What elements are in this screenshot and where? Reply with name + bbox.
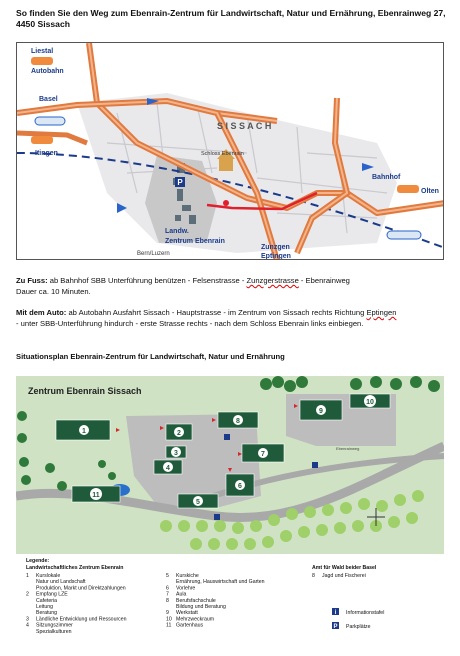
legend-item-text: Leitung <box>36 604 54 610</box>
foot-text-a: ab Bahnhof SBB Unterführung benützen - Felsenstrasse - <box>47 276 247 285</box>
legend-num: 9 <box>166 610 169 617</box>
label-autobahn: Autobahn <box>31 68 64 75</box>
legend-item-text: Spezialkulturen <box>36 628 72 635</box>
foot-duration: Dauer ca. 10 Minuten. <box>16 286 91 296</box>
car-text-b: Eptingen <box>366 308 397 317</box>
directions-car <box>16 308 452 329</box>
legend-num: 11 <box>166 622 172 629</box>
legend-num: 2 <box>26 591 29 598</box>
label-itingen: Itingen <box>35 150 58 157</box>
building-8-label: 8 <box>236 418 240 425</box>
building-3-label: 3 <box>174 450 178 457</box>
car-label: Mit dem Auto: <box>16 308 67 317</box>
label-bahnhof: Bahnhof <box>372 174 401 181</box>
road-label: Ebenrainweg <box>336 446 360 451</box>
legend-num: 3 <box>26 616 29 623</box>
legend-item-text: Empfang LZE <box>36 591 68 598</box>
legend-title: Legende: <box>26 558 50 564</box>
legend-item-text: Kurskiche <box>176 573 199 579</box>
label-basel: Basel <box>39 96 58 103</box>
location-map-graphic <box>17 43 444 260</box>
legend-item-text: Kurslokale <box>36 573 61 579</box>
info-icon: i <box>334 610 337 616</box>
legend-item-text: Aula <box>176 591 187 598</box>
label-liestal: Liestal <box>31 48 54 55</box>
label-zunzgen: Zunzgen <box>261 244 290 251</box>
page-heading: So finden Sie den Weg zum Ebenrain-Zentrum für Landwirtschaft, Natur und Ernährung, Ebenrainweg 27, 4450 Sissach <box>16 8 446 29</box>
building-10-label: 10 <box>366 399 374 406</box>
legend-item-text: Sitzungszimmer <box>36 622 73 629</box>
label-bern-luzern: Bern/Luzern <box>137 251 170 257</box>
parking-legend-icon: P <box>333 624 338 630</box>
building-4-label: 4 <box>166 465 170 472</box>
parking-label: Parkplätze <box>346 624 371 630</box>
car-text-a: ab Autobahn Ausfahrt Sissach - Hauptstrasse - im Zentrum von Sissach rechts Richtung <box>66 308 367 317</box>
legend-num: 8 <box>312 573 315 579</box>
label-eptingen: Eptingen <box>261 253 291 260</box>
building-2-label: 2 <box>177 430 181 437</box>
legend-item-text: Bildung und Beratung <box>176 604 226 610</box>
site-plan-title: Zentrum Ebenrain Sissach <box>28 386 142 396</box>
foot-label: Zu Fuss: <box>16 276 48 285</box>
location-map <box>16 42 444 260</box>
site-plan-graphic <box>16 376 444 642</box>
legend-item-text: Jagd und Fischerei <box>322 573 366 579</box>
legend-item-text: Ernährung, Hauswirtschaft und Garten <box>176 579 265 586</box>
legend-num: 5 <box>166 573 169 579</box>
legend-item-text: Produktion, Markt und Direktzahlungen <box>36 585 126 592</box>
parking-icon: P <box>177 178 183 187</box>
label-olten: Olten <box>421 188 439 195</box>
legend-num: 1 <box>26 573 29 579</box>
building-1-label: 1 <box>82 428 86 435</box>
info-label: Informationstafel <box>346 610 385 616</box>
legend-item-text: Cafeteria <box>36 597 58 604</box>
directions-foot <box>16 276 452 297</box>
foot-text-c: - Ebenrainweg <box>298 276 350 285</box>
legend-item-text: Vorlehre <box>176 585 196 592</box>
site-plan-heading: Situationsplan Ebenrain-Zentrum für Landwirtschaft, Natur und Ernährung <box>16 352 285 361</box>
legend-num: 6 <box>166 585 169 592</box>
legend-item-text: Natur und Landschaft <box>36 579 86 586</box>
foot-text-b: Zunzgerstrasse <box>246 276 299 285</box>
legend-item-text: Mehrzweckraum <box>176 616 215 623</box>
legend-num: 10 <box>166 616 172 623</box>
legend-item-text: Berufsfachschule <box>176 597 216 604</box>
legend-col3-title: Amt für Wald beider Basel <box>312 565 377 571</box>
legend-item-text: Ländliche Entwicklung und Ressourcen <box>36 616 127 623</box>
label-landw: Landw. <box>165 228 189 235</box>
building-9-label: 9 <box>319 408 323 415</box>
legend-num: 7 <box>166 591 169 598</box>
building-5-label: 5 <box>196 499 200 506</box>
site-plan <box>16 376 444 642</box>
legend-num: 4 <box>26 622 29 629</box>
legend-item-text: Werkstatt <box>176 610 198 617</box>
legend-subtitle: Landwirtschaftliches Zentrum Ebenrain <box>26 565 124 571</box>
label-schloss-ebenrain: Schloss Ebenrain <box>201 151 244 157</box>
building-7-label: 7 <box>261 451 265 458</box>
legend-num: 8 <box>166 597 169 604</box>
label-zentrum-ebenrain: Zentrum Ebenrain <box>165 238 225 245</box>
building-11-label: 11 <box>92 492 100 499</box>
building-6-label: 6 <box>238 483 242 490</box>
legend-item-text: Beratung <box>36 610 58 617</box>
legend-item-text: Gartenhaus <box>176 622 204 629</box>
label-sissach: S I S S A C H <box>217 121 272 131</box>
car-text-line2: - unter SBB-Unterführung hindurch - erste Strasse rechts - nach dem Schloss Ebenrain links einbiegen. <box>16 318 364 328</box>
